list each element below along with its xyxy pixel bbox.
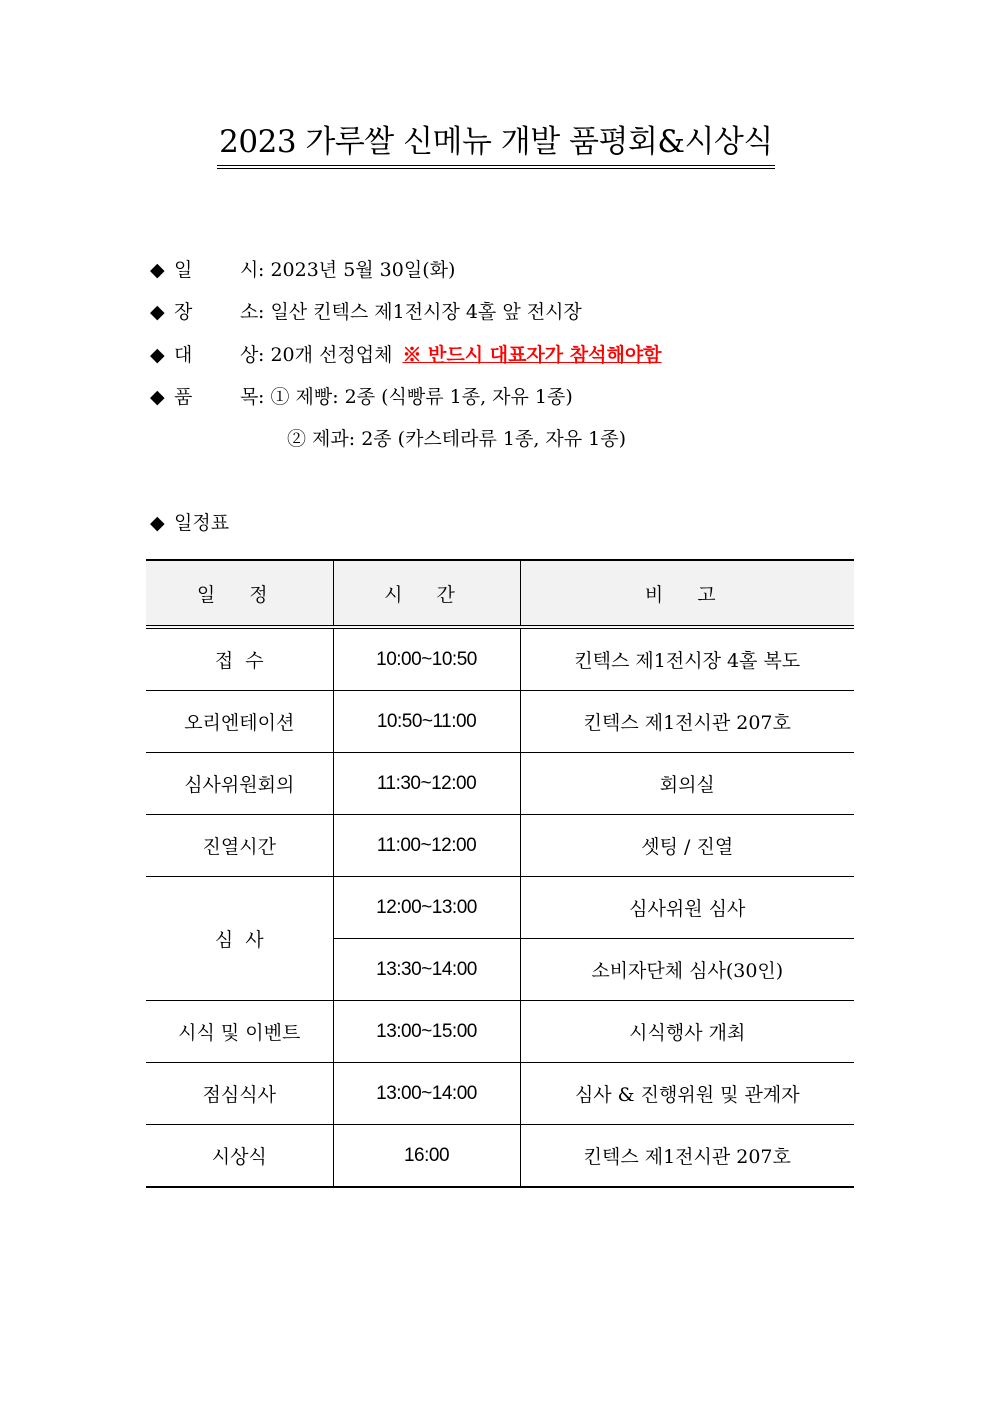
time-cell: 13:00~14:00 xyxy=(333,1063,520,1125)
document-title: 2023 가루쌀 신메뉴 개발 품평회&시상식 xyxy=(217,122,775,169)
header-note: 비 고 xyxy=(520,560,854,627)
target-value: : 20개 선정업체 xyxy=(258,344,393,366)
place-label-2: 소 xyxy=(240,301,259,323)
info-date xyxy=(150,258,455,282)
table-header-row xyxy=(146,560,854,627)
event-cell: 오리엔테이션 xyxy=(146,691,333,753)
date-value: : 2023년 5월 30일(화) xyxy=(258,259,456,281)
note-cell: 킨텍스 제1전시장 4홀 복도 xyxy=(520,627,854,691)
event-cell: 진열시간 xyxy=(146,815,333,877)
place-value: : 일산 킨텍스 제1전시장 4홀 앞 전시장 xyxy=(258,301,582,323)
item-label-1: 품 xyxy=(174,386,193,408)
item-label-2: 목 xyxy=(240,386,259,408)
event-cell: 점심식사 xyxy=(146,1063,333,1125)
time-cell: 16:00 xyxy=(333,1125,520,1188)
table-row xyxy=(146,1125,854,1188)
time-cell: 10:00~10:50 xyxy=(333,627,520,691)
table-row xyxy=(146,1001,854,1063)
table-row xyxy=(146,691,854,753)
diamond-bullet-icon: ◆ xyxy=(150,259,165,281)
time-cell: 10:50~11:00 xyxy=(333,691,520,753)
note-cell: 킨텍스 제1전시관 207호 xyxy=(520,1125,854,1188)
place-label-1: 장 xyxy=(174,301,193,323)
table-row xyxy=(146,1063,854,1125)
diamond-bullet-icon: ◆ xyxy=(150,301,165,323)
schedule-heading xyxy=(150,511,229,535)
info-target xyxy=(150,343,662,367)
date-label-2: 시 xyxy=(240,259,259,281)
event-cell: 접 수 xyxy=(146,627,333,691)
diamond-bullet-icon: ◆ xyxy=(150,344,165,366)
target-label-2: 상 xyxy=(240,344,259,366)
note-cell: 회의실 xyxy=(520,753,854,815)
event-cell: 시상식 xyxy=(146,1125,333,1188)
document-title-wrap xyxy=(0,122,992,169)
item-value-1: : ① 제빵: 2종 (식빵류 1종, 자유 1종) xyxy=(258,386,573,408)
table-row xyxy=(146,627,854,691)
schedule-table xyxy=(146,559,854,1188)
time-cell: 13:30~14:00 xyxy=(333,939,520,1001)
time-cell: 11:00~12:00 xyxy=(333,815,520,877)
table-row xyxy=(146,877,854,939)
event-cell: 심 사 xyxy=(146,877,333,1001)
item-value-2: ② 제과: 2종 (카스테라류 1종, 자유 1종) xyxy=(287,428,627,450)
header-event: 일 정 xyxy=(146,560,333,627)
info-items-2 xyxy=(287,427,626,451)
header-time: 시 간 xyxy=(333,560,520,627)
date-label-1: 일 xyxy=(174,259,193,281)
time-cell: 13:00~15:00 xyxy=(333,1001,520,1063)
event-cell: 심사위원회의 xyxy=(146,753,333,815)
info-place xyxy=(150,300,582,324)
note-cell: 셋팅 / 진열 xyxy=(520,815,854,877)
note-cell: 심사위원 심사 xyxy=(520,877,854,939)
note-cell: 심사 & 진행위원 및 관계자 xyxy=(520,1063,854,1125)
table-row xyxy=(146,753,854,815)
time-cell: 12:00~13:00 xyxy=(333,877,520,939)
schedule-label: 일정표 xyxy=(174,512,230,534)
time-cell: 11:30~12:00 xyxy=(333,753,520,815)
diamond-bullet-icon: ◆ xyxy=(150,512,165,534)
diamond-bullet-icon: ◆ xyxy=(150,386,165,408)
note-cell: 킨텍스 제1전시관 207호 xyxy=(520,691,854,753)
info-items xyxy=(150,385,573,409)
table-row xyxy=(146,815,854,877)
target-label-1: 대 xyxy=(174,344,193,366)
note-cell: 시식행사 개최 xyxy=(520,1001,854,1063)
attendance-notice: ※ 반드시 대표자가 참석해야함 xyxy=(402,344,662,366)
note-cell: 소비자단체 심사(30인) xyxy=(520,939,854,1001)
event-cell: 시식 및 이벤트 xyxy=(146,1001,333,1063)
